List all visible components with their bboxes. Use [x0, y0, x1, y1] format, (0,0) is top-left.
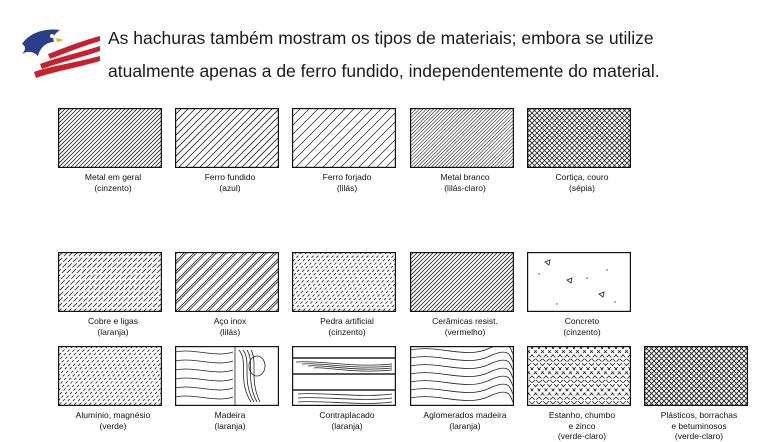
hatch-swatch [527, 252, 631, 312]
hatch-name: Metal em geral [84, 172, 142, 182]
header-text-line-1: As hachuras também mostram os tipos de materiais; embora se utilize [108, 28, 654, 48]
hatch-color: (cinzento) [94, 182, 132, 193]
hatch-caption [165, 410, 295, 431]
hatch-name: Ferro forjado [322, 172, 372, 182]
hatch-cell [410, 252, 520, 337]
hatch-color: e zinco [568, 420, 596, 431]
hatch-color: (laranja) [331, 420, 363, 431]
hatch-caption [400, 410, 530, 431]
hatch-caption [282, 410, 412, 431]
hatch-swatch [410, 346, 514, 406]
hatch-color-extra: (verde-claro) [557, 431, 607, 441]
hatch-color: (laranja) [97, 326, 129, 337]
hatch-color: (sépia) [569, 182, 595, 193]
hatch-swatch [644, 346, 748, 406]
hatch-cell [644, 346, 754, 442]
hatch-color: (laranja) [214, 420, 246, 431]
hatch-cell [175, 346, 285, 431]
hatch-swatch [527, 108, 631, 168]
hatch-swatch [58, 252, 162, 312]
hatch-caption [48, 410, 178, 431]
hatch-color: (azul) [219, 182, 241, 193]
hatch-cell [292, 252, 402, 337]
hatch-name: Cortiça, couro [555, 172, 609, 182]
hatch-cell [527, 252, 637, 337]
hatch-cell [175, 108, 285, 193]
hatch-cell [58, 108, 168, 193]
hatch-name: Cerâmicas resist. [432, 316, 498, 326]
hatch-caption [517, 316, 647, 337]
hatch-cell [527, 108, 637, 193]
hatch-cell [292, 346, 402, 431]
hatch-name: Alumínio, magnésio [75, 410, 151, 420]
hatch-caption [48, 316, 178, 337]
hatch-swatch [527, 346, 631, 406]
hatch-color: (lilás) [336, 182, 358, 193]
hatch-cell [58, 346, 168, 431]
hatch-swatch [410, 252, 514, 312]
hatch-cell [527, 346, 637, 442]
hatch-color: e betuminosos [671, 420, 727, 431]
hatch-caption [282, 172, 412, 193]
hatch-color: (lilás-claro) [444, 182, 486, 193]
hatch-color: (vermelho) [444, 326, 486, 337]
hatch-caption [165, 316, 295, 337]
hatch-color-extra: (verde-claro) [674, 431, 724, 441]
hatch-swatch [58, 108, 162, 168]
hatch-swatch [175, 108, 279, 168]
hatch-caption [634, 410, 764, 442]
hatch-color: (laranja) [449, 420, 481, 431]
hatch-name: Concreto [564, 316, 600, 326]
hatch-cell [175, 252, 285, 337]
hatch-swatch [175, 346, 279, 406]
hatch-name: Aço inox [213, 316, 247, 326]
hatch-swatch [410, 108, 514, 168]
hatch-name: Ferro fundido [204, 172, 256, 182]
hatch-caption [48, 172, 178, 193]
hatch-swatch [292, 252, 396, 312]
hatch-caption [517, 172, 647, 193]
hatch-name: Contraplacado [319, 410, 375, 420]
hatch-color: (lilás) [219, 326, 241, 337]
hatch-color: (cinzento) [563, 326, 601, 337]
hatch-name: Aglomerados madeira [423, 410, 507, 420]
hatch-color: (cinzento) [328, 326, 366, 337]
hatch-name: Metal branco [440, 172, 490, 182]
hatch-name: Plásticos, borrachas [660, 410, 738, 420]
hatch-name: Pedra artificial [320, 316, 374, 326]
hatch-swatch [175, 252, 279, 312]
header-text-line-2: atualmente apenas a de ferro fundido, independentemente do material. [108, 61, 660, 81]
hatch-cell [410, 108, 520, 193]
hatch-cell [410, 346, 520, 431]
hatch-cell [292, 108, 402, 193]
hatch-caption [400, 316, 530, 337]
hatch-cell [58, 252, 168, 337]
hatch-swatch [292, 346, 396, 406]
hatch-swatch [58, 346, 162, 406]
hatch-name: Madeira [214, 410, 246, 420]
hatch-caption [400, 172, 530, 193]
hatch-name: Cobre e ligas [87, 316, 139, 326]
hatch-color: (verde) [99, 420, 127, 431]
hatch-caption [165, 172, 295, 193]
hatch-swatch [292, 108, 396, 168]
hatch-name: Estanho, chumbo [548, 410, 616, 420]
hatch-caption [517, 410, 647, 442]
hatch-caption [282, 316, 412, 337]
